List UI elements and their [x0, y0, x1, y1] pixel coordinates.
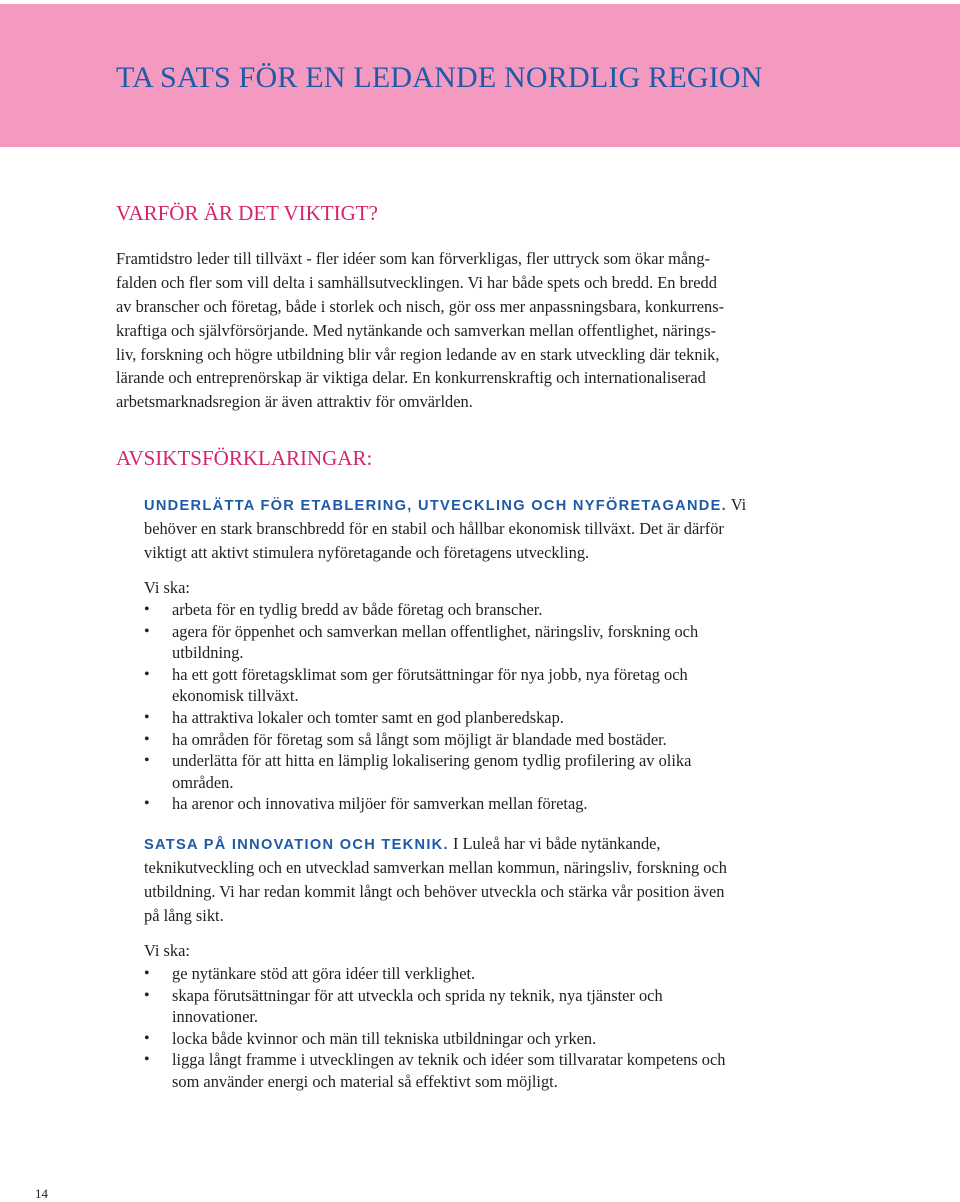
section-heading-why: VARFÖR ÄR DET VIKTIGT?	[116, 201, 378, 225]
bullet-icon: •	[144, 1051, 150, 1069]
paragraph-line: lärande och entreprenörskap är viktiga delar. En konkurrenskraftig och internationaliserad	[116, 368, 706, 388]
subheading-innovation: SATSA PÅ INNOVATION OCH TEKNIK.	[144, 837, 449, 853]
list-item	[144, 1049, 725, 1092]
vi-ska-text: Vi ska:	[144, 578, 190, 597]
list-item	[144, 729, 698, 751]
list-item	[144, 707, 698, 729]
list-item	[144, 793, 698, 815]
bullet-icon: •	[144, 708, 150, 726]
paragraph-text: Vi	[727, 495, 747, 514]
paragraph-line	[144, 493, 746, 517]
paragraph-line: falden och fler som vill delta i samhällsutvecklingen. Vi har både spets och bredd. En bredd	[116, 272, 717, 292]
section-heading-intentions: AVSIKTSFÖRKLARINGAR:	[116, 446, 373, 470]
bullet-icon: •	[144, 730, 150, 748]
subheading-establishment: UNDERLÄTTA FÖR ETABLERING, UTVECKLING OCH NYFÖRETAGANDE.	[144, 498, 728, 514]
vi-ska-label	[144, 939, 190, 963]
bullet-text: ge nytänkare stöd att göra idéer till verklighet.	[172, 964, 476, 983]
paragraph-line: av branscher och företag, både i storlek och nisch, gör oss mer anpassningsbara, konkurrens-	[116, 296, 725, 316]
bullet-text: innovationer.	[172, 1007, 259, 1027]
intention-2-paragraph	[144, 832, 727, 928]
paragraph-line: utbildning. Vi har redan kommit långt och behöver utveckla och stärka vår position även	[144, 881, 725, 901]
bullet-text: locka både kvinnor och män till tekniska utbildningar och yrken.	[172, 1028, 597, 1048]
bullet-text: agera för öppenhet och samverkan mellan offentlighet, näringsliv, forskning och	[172, 621, 699, 641]
bullet-text: arbeta för en tydlig bredd av både företag och branscher.	[172, 600, 543, 619]
paragraph-line: behöver en stark branschbredd för en stabil och hållbar ekonomisk tillväxt. Det är därför	[144, 518, 724, 538]
bullet-text: ligga långt framme i utvecklingen av teknik och idéer som tillvaratar kompetens och	[172, 1050, 726, 1070]
list-item	[144, 599, 698, 621]
paragraph-line: arbetsmarknadsregion är även attraktiv för omvärlden.	[116, 392, 473, 412]
bullet-text: ekonomisk tillväxt.	[172, 686, 299, 706]
paragraph-text: I Luleå har vi både nytänkande,	[448, 834, 661, 853]
bullet-icon: •	[144, 752, 150, 770]
intention-1-bullet-list	[144, 599, 698, 815]
bullet-icon: •	[144, 1029, 150, 1047]
bullet-icon: •	[144, 665, 150, 683]
bullet-icon: •	[144, 795, 150, 813]
why-paragraph	[116, 247, 724, 414]
list-item	[144, 1028, 725, 1050]
page-number: 14	[35, 1186, 48, 1201]
intention-1-paragraph	[144, 493, 746, 565]
bullet-text: områden.	[172, 772, 234, 792]
vi-ska-text: Vi ska:	[144, 941, 190, 960]
bullet-text: som använder energi och material så effektivt som möjligt.	[172, 1071, 558, 1091]
list-item	[144, 985, 725, 1028]
intention-2-bullet-list	[144, 963, 725, 1093]
paragraph-line: kraftiga och självförsörjande. Med nytänkande och samverkan mellan offentlighet, närings-	[116, 320, 717, 340]
bullet-text: ha arenor och innovativa miljöer för samverkan mellan företag.	[172, 794, 588, 814]
bullet-text: ha attraktiva lokaler och tomter samt en god planberedskap.	[172, 707, 564, 727]
page-title: TA SATS FÖR EN LEDANDE NORDLIG REGION	[116, 61, 763, 94]
list-item	[144, 963, 725, 985]
bullet-icon: •	[144, 965, 150, 982]
vi-ska-label	[144, 576, 190, 600]
bullet-icon: •	[144, 622, 150, 640]
list-item	[144, 621, 698, 664]
paragraph-line: liv, forskning och högre utbildning blir vår region ledande av en stark utveckling där teknik,	[116, 344, 720, 364]
paragraph-line: teknikutveckling och en utvecklad samverkan mellan kommun, näringsliv, forskning och	[144, 857, 727, 877]
bullet-icon: •	[144, 601, 150, 618]
list-item	[144, 750, 698, 793]
bullet-icon: •	[144, 986, 150, 1004]
bullet-text: ha områden för företag som så långt som möjligt är blandade med bostäder.	[172, 729, 667, 749]
paragraph-line: Framtidstro leder till tillväxt - fler idéer som kan förverkligas, fler uttryck som ökar mång-	[116, 249, 710, 268]
paragraph-line	[144, 832, 727, 856]
list-item	[144, 664, 698, 707]
paragraph-line: på lång sikt.	[144, 905, 224, 925]
bullet-text: underlätta för att hitta en lämplig lokalisering genom tydlig profilering av olika	[172, 751, 692, 771]
paragraph-line: viktigt att aktivt stimulera nyföretagande och företagens utveckling.	[144, 542, 590, 562]
header-band	[0, 4, 960, 147]
bullet-text: skapa förutsättningar för att utveckla och sprida ny teknik, nya tjänster och	[172, 985, 663, 1005]
bullet-text: utbildning.	[172, 643, 244, 663]
bullet-text: ha ett gott företagsklimat som ger förutsättningar för nya jobb, nya företag och	[172, 664, 688, 684]
